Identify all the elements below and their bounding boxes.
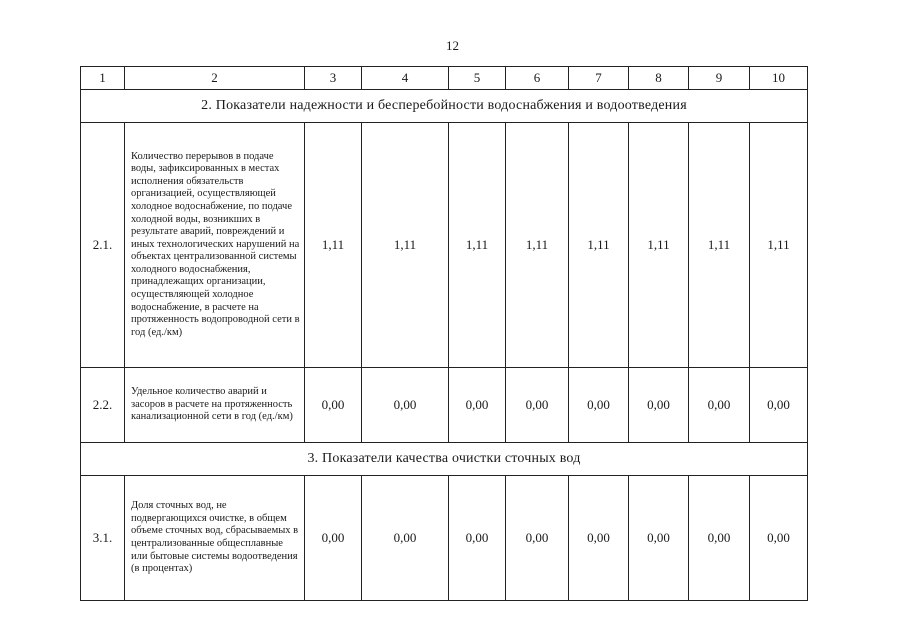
value-cell: 0,00 <box>305 476 362 601</box>
section-heading-row <box>81 90 808 123</box>
value-cell: 1,11 <box>305 123 362 368</box>
column-header: 9 <box>689 67 750 90</box>
table-row <box>81 368 808 443</box>
value-cell: 1,11 <box>362 123 449 368</box>
table-row <box>81 476 808 601</box>
value-cell: 0,00 <box>629 476 689 601</box>
indicators-table <box>80 66 808 601</box>
table-row <box>81 123 808 368</box>
value-cell: 0,00 <box>449 368 506 443</box>
value-cell: 0,00 <box>506 368 569 443</box>
column-header: 5 <box>449 67 506 90</box>
value-cell: 0,00 <box>569 476 629 601</box>
column-header: 3 <box>305 67 362 90</box>
section-heading: 2. Показатели надежности и бесперебойности водоснабжения и водоотведения <box>81 90 808 123</box>
column-header: 8 <box>629 67 689 90</box>
row-number: 2.1. <box>81 123 125 368</box>
value-cell: 0,00 <box>449 476 506 601</box>
column-header: 4 <box>362 67 449 90</box>
row-description: Удельное количество аварий и засоров в расчете на протяженность канализационной сети в год (ед./км) <box>125 368 305 443</box>
value-cell: 0,00 <box>750 476 808 601</box>
value-cell: 1,11 <box>449 123 506 368</box>
column-header: 7 <box>569 67 629 90</box>
section-heading-row <box>81 443 808 476</box>
section-heading: 3. Показатели качества очистки сточных вод <box>81 443 808 476</box>
value-cell: 0,00 <box>362 476 449 601</box>
value-cell: 0,00 <box>569 368 629 443</box>
page-number: 12 <box>446 38 459 53</box>
value-cell: 0,00 <box>689 476 750 601</box>
value-cell: 0,00 <box>506 476 569 601</box>
value-cell: 0,00 <box>629 368 689 443</box>
row-number: 2.2. <box>81 368 125 443</box>
value-cell: 1,11 <box>689 123 750 368</box>
column-header: 6 <box>506 67 569 90</box>
value-cell: 1,11 <box>506 123 569 368</box>
column-number-row <box>81 67 808 90</box>
column-header: 2 <box>125 67 305 90</box>
row-description: Количество перерывов в подаче воды, зафиксированных в местах исполнения обязательств организацией, осуществляющей холодное водоснабжение, по подаче холодной воды, возникших в результате аварий, повреждений и иных технологических нарушений на объектах централизованной системы холодного водоснабжения, принадлежащих организации, осуществляющей холодное водоснабжение, в расчете на протяженность водопроводной сети в год (ед./км) <box>125 123 305 368</box>
value-cell: 0,00 <box>362 368 449 443</box>
value-cell: 1,11 <box>569 123 629 368</box>
value-cell: 1,11 <box>750 123 808 368</box>
row-description: Доля сточных вод, не подвергающихся очистке, в общем объеме сточных вод, сбрасываемых в централизованные общесплавные или бытовые системы водоотведения (в процентах) <box>125 476 305 601</box>
column-header: 10 <box>750 67 808 90</box>
row-number: 3.1. <box>81 476 125 601</box>
value-cell: 0,00 <box>689 368 750 443</box>
column-header: 1 <box>81 67 125 90</box>
value-cell: 0,00 <box>750 368 808 443</box>
value-cell: 1,11 <box>629 123 689 368</box>
value-cell: 0,00 <box>305 368 362 443</box>
